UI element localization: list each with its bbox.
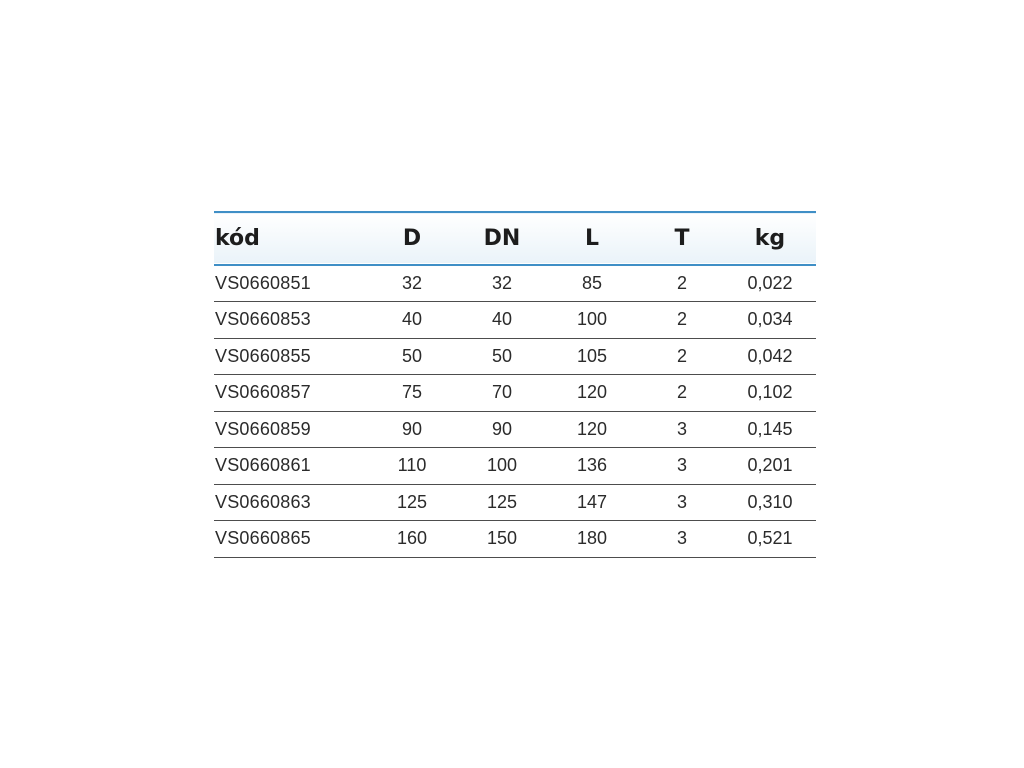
cell-dn: 100 [486, 455, 518, 476]
cell-kg: 0,310 [747, 491, 793, 512]
header-code: kód [215, 226, 260, 251]
cell-d: 75 [401, 382, 423, 403]
cell-l: 147 [576, 491, 608, 512]
cell-t: 3 [676, 418, 687, 439]
table-row [214, 338, 816, 375]
cell-l: 85 [581, 273, 603, 293]
spec-table [214, 211, 816, 558]
cell-t: 2 [676, 309, 687, 330]
cell-dn: 70 [491, 382, 513, 403]
header-kg: kg [754, 226, 786, 251]
cell-d: 160 [396, 528, 428, 549]
table-row [214, 484, 816, 521]
cell-d: 125 [396, 491, 428, 512]
cell-t: 2 [676, 273, 687, 293]
header-l: L [584, 226, 600, 251]
cell-d: 110 [397, 455, 427, 476]
cell-t: 3 [676, 528, 687, 549]
cell-l: 120 [576, 382, 608, 403]
cell-code: VS0660853 [215, 309, 311, 330]
table-row [214, 302, 816, 339]
cell-t: 3 [676, 455, 687, 476]
table-row [214, 521, 816, 558]
table-row [214, 448, 816, 485]
cell-kg: 0,102 [747, 382, 793, 403]
cell-kg: 0,042 [747, 345, 793, 366]
cell-l: 100 [576, 309, 608, 330]
cell-t: 2 [676, 345, 687, 366]
cell-kg: 0,145 [747, 418, 793, 439]
cell-d: 90 [401, 418, 423, 439]
cell-code: VS0660857 [215, 382, 311, 403]
cell-d: 40 [401, 309, 423, 330]
cell-t: 2 [676, 382, 687, 403]
cell-code: VS0660859 [215, 418, 311, 439]
cell-l: 105 [576, 345, 608, 366]
cell-dn: 50 [491, 345, 513, 366]
cell-code: VS0660861 [215, 455, 311, 476]
table-header [214, 212, 816, 265]
header-dn: DN [483, 226, 521, 251]
cell-l: 136 [576, 455, 608, 476]
cell-t: 3 [676, 491, 687, 512]
cell-dn: 40 [491, 309, 513, 330]
header-row [214, 212, 816, 265]
header-d: D [402, 226, 422, 251]
header-t: T [674, 226, 690, 251]
cell-l: 180 [576, 528, 608, 549]
table-row [214, 265, 816, 302]
cell-code: VS0660855 [215, 345, 311, 366]
cell-kg: 0,521 [747, 528, 793, 549]
table-row [214, 411, 816, 448]
cell-code: VS0660865 [215, 528, 311, 549]
cell-dn: 32 [491, 273, 513, 293]
cell-d: 32 [401, 273, 423, 293]
table-row [214, 375, 816, 412]
cell-dn: 125 [486, 491, 518, 512]
table-body [214, 265, 816, 557]
cell-dn: 90 [491, 418, 513, 439]
cell-l: 120 [576, 418, 608, 439]
cell-code: VS0660863 [215, 491, 311, 512]
cell-kg: 0,022 [747, 273, 793, 293]
cell-d: 50 [401, 345, 423, 366]
cell-code: VS0660851 [215, 273, 311, 293]
cell-kg: 0,034 [747, 309, 793, 330]
cell-dn: 150 [486, 528, 518, 549]
cell-kg: 0,201 [747, 455, 793, 476]
